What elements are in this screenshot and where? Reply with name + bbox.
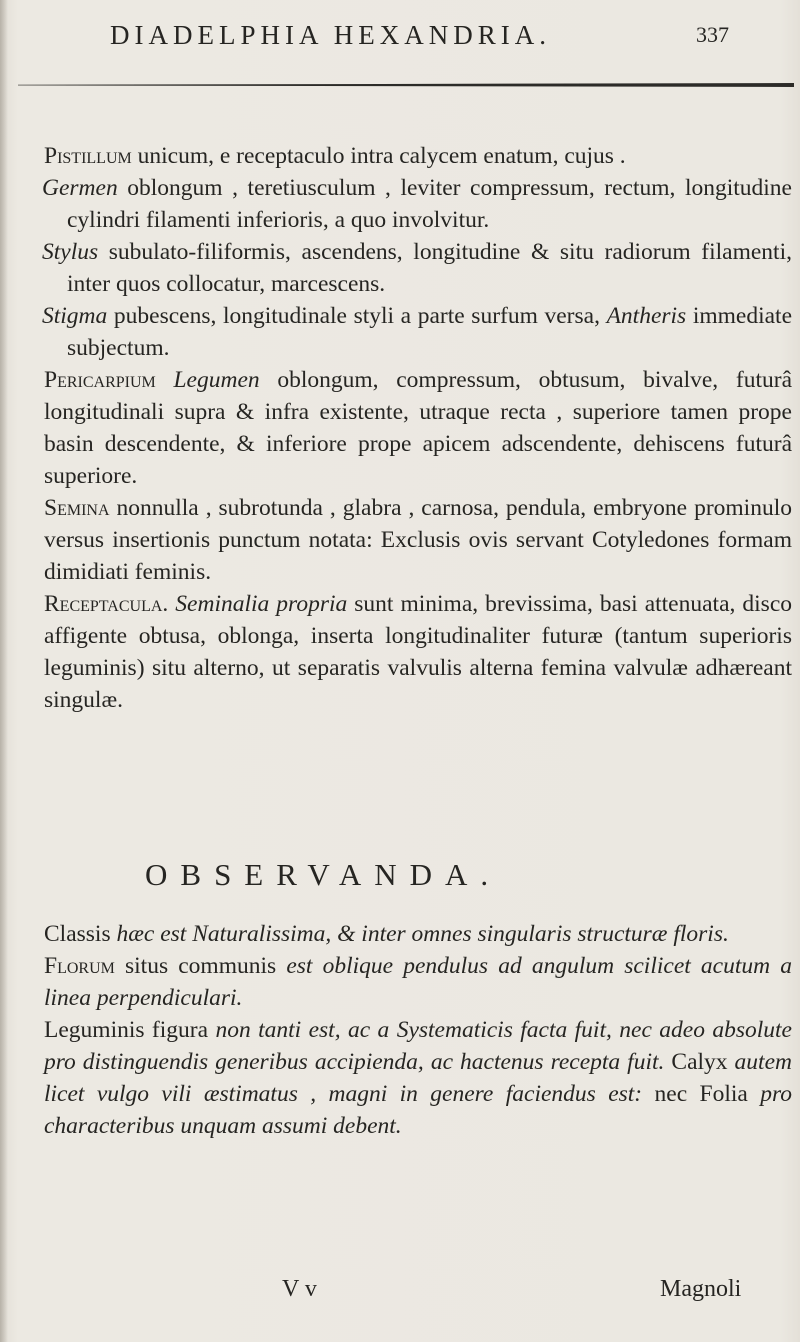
entry-germen: [22, 172, 792, 236]
entry-lead: Semina: [44, 495, 110, 521]
paragraph-lead: Florum: [44, 953, 115, 979]
paragraph-italic-2: autem licet vulgo vili æstimatus , magni in genere faciendus est:: [44, 1049, 792, 1107]
observanda-heading: OBSERVANDA.: [145, 857, 502, 892]
observanda-paragraph: [22, 1014, 792, 1142]
entry-semina: [22, 492, 792, 588]
entry-pericarpium: [22, 364, 792, 492]
entry-text-after: sunt minima, brevissima, basi attenuata, disco affigente obtusa, oblonga, inserta longitudinaliter futuræ (tantum superioris leguminis) situ alterno, ut separatis valvulis alterna femina valvulæ adhæreant singulæ.: [44, 591, 792, 713]
entry-pistillum: [22, 140, 792, 172]
paragraph-text: situs communis: [114, 953, 277, 979]
header-rule: [18, 83, 794, 87]
entry-lead: Stigma: [42, 303, 108, 329]
paragraph-text-2: Calyx: [664, 1049, 728, 1075]
description-section: [22, 140, 792, 716]
paragraph-text: figura: [144, 1017, 209, 1043]
running-title: DIADELPHIA HEXANDRIA.: [110, 20, 551, 50]
paragraph-text-3: nec Folia: [642, 1081, 748, 1107]
entry-text-after: oblongum, compressum, obtusum, bivalve, futurâ longitudinali supra & infra existente, utraque recta , superiore tamen prope basin descendente, & inferiore prope apicem adscendente, dehiscens futurâ superiore.: [44, 367, 793, 489]
page-number: 337: [696, 22, 729, 47]
entry-stigma: [22, 300, 792, 364]
entry-lead: Pistillum: [44, 143, 132, 169]
catchword: Magnoli: [660, 1276, 742, 1302]
paragraph-lead: Leguminis: [44, 1017, 145, 1043]
entry-italic: Antheris: [606, 303, 687, 329]
running-head: [110, 20, 729, 60]
paragraph-lead: Classis: [44, 921, 111, 947]
page-spine-shadow: [0, 0, 8, 1342]
entry-italic: Seminalia propria: [175, 591, 348, 617]
observanda-section: [22, 918, 792, 1142]
entry-receptacula: [22, 588, 792, 716]
entry-lead: Stylus: [42, 239, 99, 265]
paragraph-italic: hæc est Naturalissima, & inter omnes singularis structuræ floris.: [110, 921, 729, 947]
entry-lead: Germen: [42, 175, 118, 201]
entry-lead: Pericarpium: [44, 367, 156, 393]
signature-mark: V v: [282, 1276, 317, 1302]
paragraph-italic: non tanti est, ac a Systematicis facta fuit, nec adeo absolute pro distinguendis generibus accipienda, ac hactenus recepta fuit.: [44, 1017, 792, 1075]
observanda-paragraph: [22, 950, 792, 1014]
entry-text: oblongum , teretiusculum , leviter compressum, rectum, longitudine cylindri filamenti inferioris, a quo involvitur.: [67, 175, 792, 233]
entry-stylus: [22, 236, 792, 300]
entry-text-after: immediate subjectum.: [67, 303, 793, 361]
entry-text: pubescens, longitudinale styli a parte surfum versa,: [107, 303, 607, 329]
entry-lead: Receptacula.: [44, 591, 169, 617]
observanda-paragraph: [22, 918, 792, 950]
paragraph-italic-3: pro characteribus unquam assumi debent.: [44, 1081, 793, 1139]
entry-italic: Legumen: [173, 367, 260, 393]
entry-text: subulato-filiformis, ascendens, longitudine & situ radiorum filamenti, inter quos collocatur, marcescens.: [67, 239, 792, 297]
entry-text: unicum, e receptaculo intra calycem enatum, cujus .: [131, 143, 626, 169]
paragraph-italic: est oblique pendulus ad angulum scilicet acutum a linea perpendiculari.: [44, 953, 793, 1011]
entry-text: nonnulla , subrotunda , glabra , carnosa, pendula, embryone prominulo versus insertionis punctum notata: Exclusis ovis servant Cotyledones formam dimidiati feminis.: [44, 495, 792, 585]
